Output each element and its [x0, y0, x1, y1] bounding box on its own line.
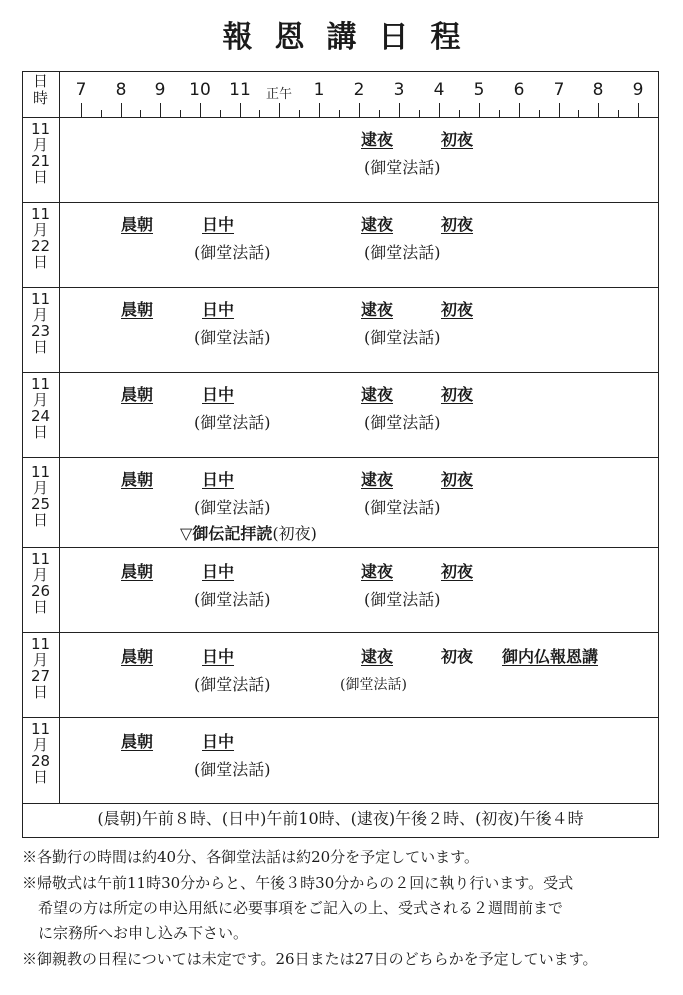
hour-tick [319, 103, 320, 117]
service-ontai: 逮夜 [361, 470, 394, 489]
row-divider [22, 803, 659, 804]
hour-label: 11 [229, 80, 251, 100]
service-ontai: 逮夜 [361, 300, 394, 319]
service-shoya: 初夜 [441, 130, 474, 149]
hour-label: 7 [75, 80, 87, 100]
date-month-char: 月 [32, 221, 48, 239]
sermon-pm: (御堂法話) [364, 243, 441, 262]
hour-tick [279, 103, 280, 117]
date-cell [22, 206, 59, 270]
date-day-char: 日 [32, 511, 48, 529]
date-month: 11 [30, 550, 51, 568]
sermon-am: (御堂法話) [194, 675, 271, 694]
date-month: 11 [30, 205, 51, 223]
half-hour-tick [140, 110, 141, 117]
sermon-pm: (御堂法話) [364, 498, 441, 517]
sermon-am: (御堂法話) [194, 328, 271, 347]
half-hour-tick [180, 110, 181, 117]
special-reading-title: 御伝記拝読 [192, 524, 273, 543]
service-jincho: 晨朝 [121, 385, 154, 404]
hour-label: 9 [632, 80, 644, 100]
sermon-pm: (御堂法話) [364, 590, 441, 609]
date-month-char: 月 [32, 391, 48, 409]
half-hour-tick [379, 110, 380, 117]
service-jincho: 晨朝 [121, 647, 154, 666]
hour-tick [399, 103, 400, 117]
service-shoya: 初夜 [441, 647, 474, 666]
date-day-char: 日 [32, 423, 48, 441]
date-cell [22, 376, 59, 440]
service-nitchu: 日中 [202, 385, 235, 404]
hour-label: 9 [154, 80, 166, 100]
sermon-pm: (御堂法話) [340, 677, 407, 693]
date-month: 11 [30, 290, 51, 308]
row-divider [22, 717, 659, 718]
date-month: 11 [30, 120, 51, 138]
note-line: ※帰敬式は午前11時30分からと、午後３時30分からの２回に執り行います。受式 [22, 874, 574, 892]
service-jincho: 晨朝 [121, 562, 154, 581]
service-nitchu: 日中 [202, 215, 235, 234]
date-month-char: 月 [32, 736, 48, 754]
hour-label: 3 [393, 80, 405, 100]
hour-tick [519, 103, 520, 117]
date-month: 11 [30, 635, 51, 653]
date-day: 27 [30, 667, 51, 685]
date-cell [22, 551, 59, 615]
date-month-char: 月 [32, 136, 48, 154]
hour-label: 4 [433, 80, 445, 100]
date-day-char: 日 [32, 338, 48, 356]
sermon-am: (御堂法話) [194, 590, 271, 609]
hour-tick [160, 103, 161, 117]
note-line: に宗務所へお申し込み下さい。 [38, 924, 249, 942]
service-nitchu: 日中 [202, 732, 235, 751]
special-reading-time: (初夜) [272, 524, 317, 543]
hour-label: 7 [553, 80, 565, 100]
hour-tick [439, 103, 440, 117]
row-divider [22, 287, 659, 288]
date-day: 21 [30, 152, 51, 170]
half-hour-tick [259, 110, 260, 117]
date-month-char: 月 [32, 479, 48, 497]
hour-label: 8 [592, 80, 604, 100]
service-nitchu: 日中 [202, 562, 235, 581]
row-divider [22, 457, 659, 458]
half-hour-tick [539, 110, 540, 117]
hour-tick [359, 103, 360, 117]
service-times-summary: (晨朝)午前８時、(日中)午前10時、(逮夜)午後２時、(初夜)午後４時 [97, 809, 584, 828]
service-shoya: 初夜 [441, 300, 474, 319]
date-day-char: 日 [32, 168, 48, 186]
date-cell [22, 121, 59, 185]
service-shoya: 初夜 [441, 470, 474, 489]
hour-label: 10 [189, 80, 211, 100]
date-cell [22, 636, 59, 700]
hour-tick [479, 103, 480, 117]
page-title: 報恩講日程 [222, 20, 483, 55]
half-hour-tick [220, 110, 221, 117]
service-nitchu: 日中 [202, 300, 235, 319]
service-nitchu: 日中 [202, 647, 235, 666]
row-divider [22, 372, 659, 373]
hour-tick [598, 103, 599, 117]
half-hour-tick [618, 110, 619, 117]
service-nitchu: 日中 [202, 470, 235, 489]
sermon-am: (御堂法話) [194, 413, 271, 432]
date-column-divider [59, 71, 60, 803]
hour-label: 5 [473, 80, 485, 100]
service-shoya: 初夜 [441, 562, 474, 581]
row-divider [22, 547, 659, 548]
note-line: 希望の方は所定の申込用紙に必要事項をご記入の上、受式される２週間前まで [38, 899, 564, 917]
sermon-am: (御堂法話) [194, 243, 271, 262]
date-day: 22 [30, 237, 51, 255]
hour-tick [200, 103, 201, 117]
date-month-char: 月 [32, 651, 48, 669]
row-divider [22, 202, 659, 203]
service-shoya: 初夜 [441, 215, 474, 234]
date-cell [22, 291, 59, 355]
sermon-am: (御堂法話) [194, 498, 271, 517]
hour-tick [240, 103, 241, 117]
hour-label: 正午 [265, 87, 292, 102]
sermon-am: (御堂法話) [194, 760, 271, 779]
service-shoya: 初夜 [441, 385, 474, 404]
service-gonaibutsu-hoonko: 御内仏報恩講 [502, 647, 599, 666]
date-month-char: 月 [32, 306, 48, 324]
service-jincho: 晨朝 [121, 300, 154, 319]
hour-label: 2 [353, 80, 365, 100]
service-ontai: 逮夜 [361, 385, 394, 404]
hour-label: 8 [115, 80, 127, 100]
hour-tick [638, 103, 639, 117]
sermon-pm: (御堂法話) [364, 413, 441, 432]
half-hour-tick [578, 110, 579, 117]
half-hour-tick [419, 110, 420, 117]
date-day-char: 日 [32, 598, 48, 616]
header-time-char: 時 [32, 89, 48, 107]
date-cell [22, 464, 59, 528]
half-hour-tick [299, 110, 300, 117]
service-jincho: 晨朝 [121, 215, 154, 234]
sermon-pm: (御堂法話) [364, 328, 441, 347]
sermon-pm: (御堂法話) [364, 158, 441, 177]
half-hour-tick [339, 110, 340, 117]
row-divider [22, 632, 659, 633]
date-day: 25 [30, 495, 51, 513]
special-reading [180, 521, 317, 544]
date-cell [22, 721, 59, 785]
date-month-char: 月 [32, 566, 48, 584]
date-month: 11 [30, 720, 51, 738]
half-hour-tick [499, 110, 500, 117]
date-month: 11 [30, 375, 51, 393]
service-ontai: 逮夜 [361, 647, 394, 666]
half-hour-tick [101, 110, 102, 117]
service-jincho: 晨朝 [121, 732, 154, 751]
schedule-table [22, 71, 659, 838]
date-day-char: 日 [32, 768, 48, 786]
hour-label: 1 [313, 80, 325, 100]
hour-label: 6 [513, 80, 525, 100]
half-hour-tick [459, 110, 460, 117]
header-date-char: 日 [32, 72, 48, 90]
date-day-char: 日 [32, 683, 48, 701]
date-day: 26 [30, 582, 51, 600]
service-ontai: 逮夜 [361, 215, 394, 234]
note-line: ※各勤行の時間は約40分、各御堂法話は約20分を予定しています。 [22, 848, 479, 866]
row-divider [22, 117, 659, 118]
date-month: 11 [30, 463, 51, 481]
hour-tick [559, 103, 560, 117]
header-date-label [22, 73, 59, 107]
note-line: ※御親教の日程については未定です。26日または27日のどちらかを予定しています。 [22, 950, 598, 968]
date-day: 23 [30, 322, 51, 340]
service-ontai: 逮夜 [361, 130, 394, 149]
date-day: 24 [30, 407, 51, 425]
triangle-marker: ▽ [180, 524, 193, 543]
date-day-char: 日 [32, 253, 48, 271]
service-ontai: 逮夜 [361, 562, 394, 581]
hour-tick [121, 103, 122, 117]
service-jincho: 晨朝 [121, 470, 154, 489]
date-day: 28 [30, 752, 51, 770]
hour-tick [81, 103, 82, 117]
